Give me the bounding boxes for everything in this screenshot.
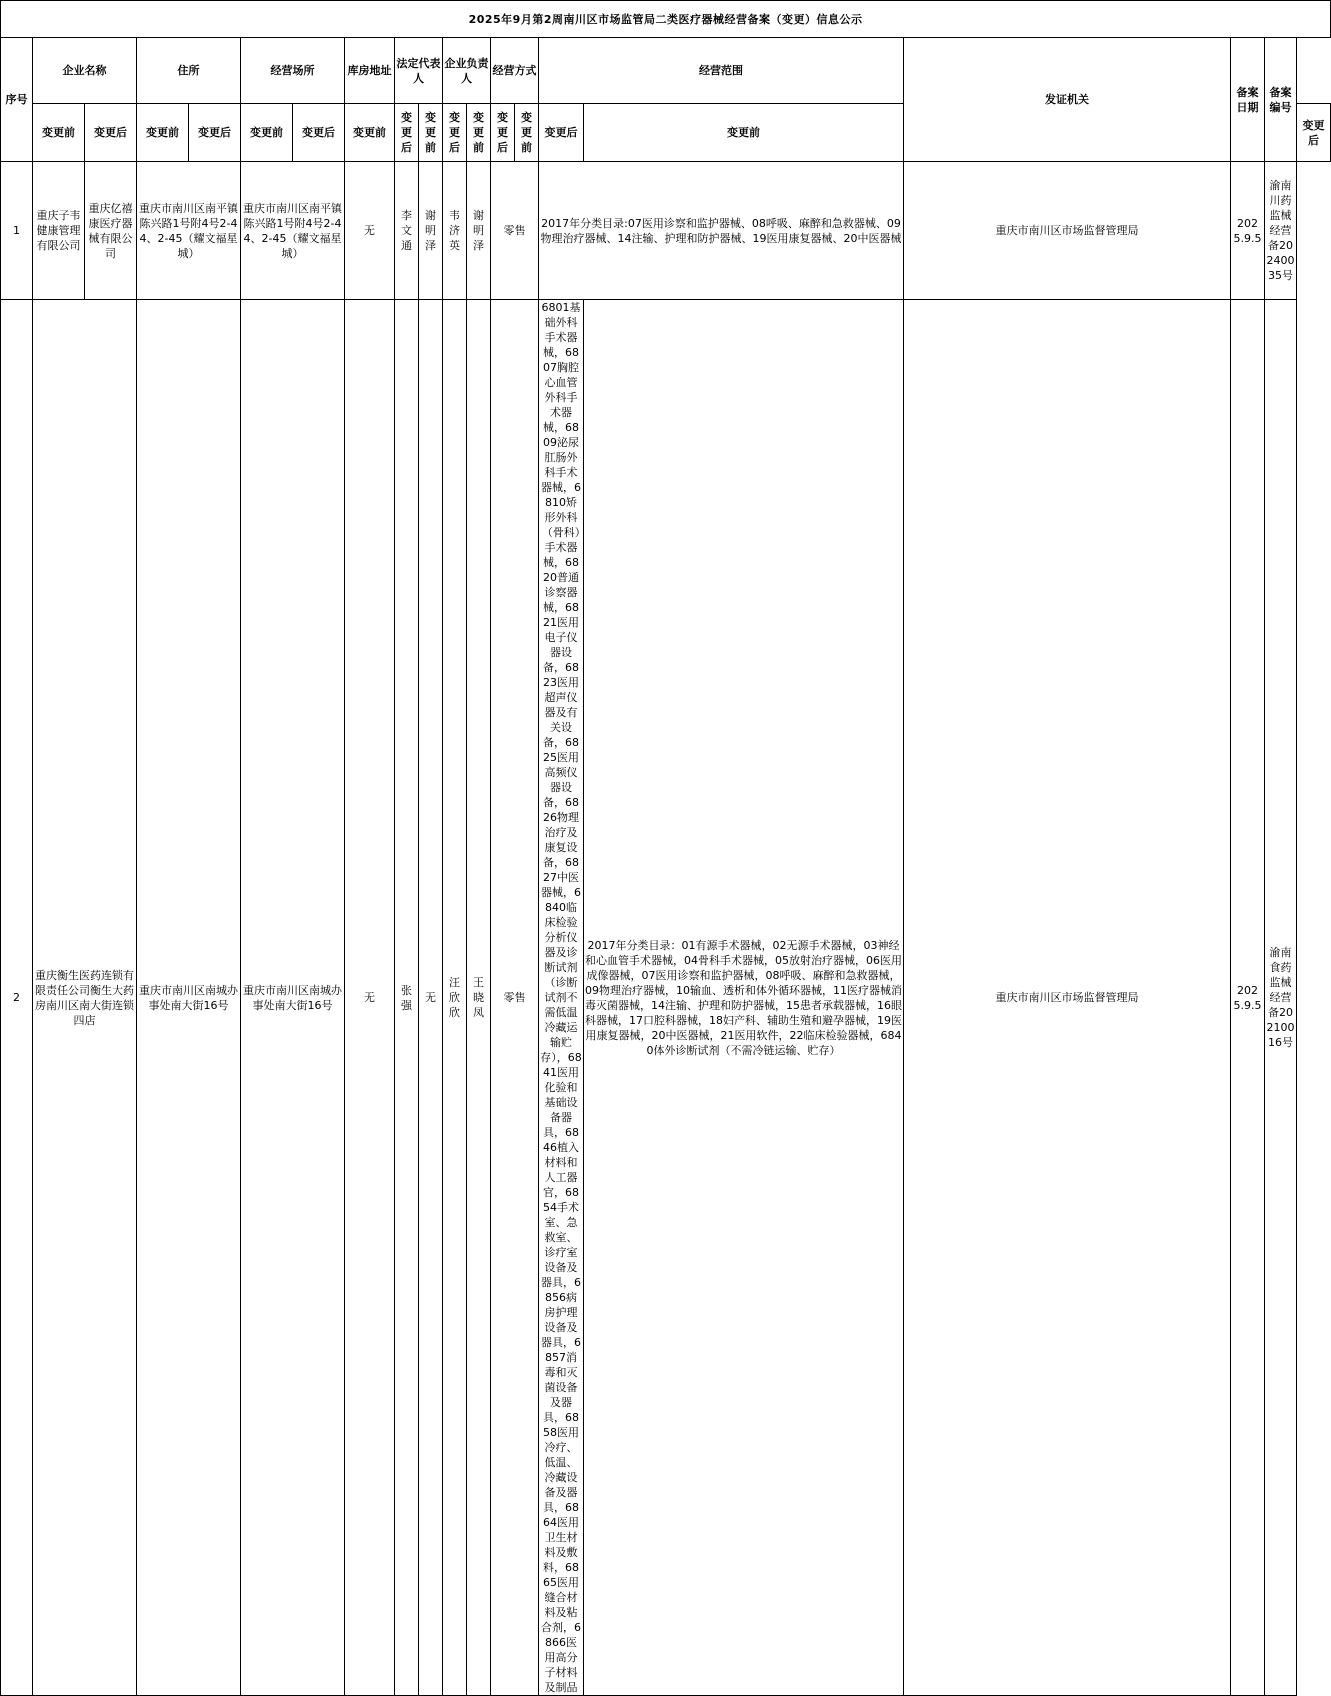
- header-principal-before: 变更前: [467, 104, 491, 162]
- header-premises-after: 变更后: [293, 104, 345, 162]
- header-warehouse-before: 变更前: [345, 104, 395, 162]
- header-mode: 经营方式: [491, 38, 539, 104]
- cell-legal-before: 张强: [395, 300, 419, 1696]
- header-scope: 经营范围: [539, 38, 904, 104]
- header-warehouse: 库房地址: [345, 38, 395, 104]
- header-legal-after: 变更后: [443, 104, 467, 162]
- header-mode-before: 变更前: [515, 104, 539, 162]
- table-row: [1, 300, 1331, 1696]
- header-mode-after: 变更后: [539, 104, 584, 162]
- cell-principal-before: 汪欣欣: [443, 300, 467, 1696]
- cell-principal-before: 韦济英: [443, 162, 467, 300]
- cell-address: 重庆市南川区南平镇陈兴路1号附4号2-44、2-45（耀文福星城）: [137, 162, 241, 300]
- header-warehouse-after: 变更后: [395, 104, 419, 162]
- cell-legal-before: 李文通: [395, 162, 419, 300]
- cell-issuer: 重庆市南川区市场监督管理局: [904, 300, 1231, 1696]
- cell-company: 重庆衡生医药连锁有限责任公司衡生大药房南川区南大街连锁四店: [33, 300, 137, 1696]
- cell-scope: 2017年分类目录:07医用诊察和监护器械、08呼吸、麻醉和急救器械、09物理治疗器械、14注输、护理和防护器械、19医用康复器械、20中医器械: [539, 162, 904, 300]
- cell-company-after: 重庆亿禧康医疗器械有限公司: [85, 162, 137, 300]
- header-premises-before: 变更前: [241, 104, 293, 162]
- header-number: 备案编号: [1265, 38, 1297, 162]
- header-scope-after: 变更后: [1297, 104, 1331, 162]
- page-title: 2025年9月第2周南川区市场监管局二类医疗器械经营备案（变更）信息公示: [1, 1, 1331, 38]
- header-issuer: 发证机关: [904, 38, 1231, 162]
- cell-scope-after: 2017年分类目录：01有源手术器械，02无源手术器械，03神经和心血管手术器械，04骨科手术器械，05放射治疗器械，06医用成像器械，07医用诊察和监护器械，08呼吸、麻醉和急救器械，09物理治疗器械，10输血、透析和体外循环器械，11医疗器械消毒灭菌器械，14注输、护理和防护器械，15患者承载器械，16眼科器械，17口腔科器械，18妇产科、辅助生殖和避孕器械，19医用康复器械，20中医器械，21医用软件，22临床检验器械，6840体外诊断试剂（不需冷链运输、贮存）: [584, 300, 904, 1696]
- header-company-before: 变更前: [33, 104, 85, 162]
- cell-number: 渝南川药监械经营备20240035号: [1265, 162, 1297, 300]
- header-date: 备案日期: [1231, 38, 1265, 162]
- cell-legal-after: 无: [419, 300, 443, 1696]
- table-row: [1, 162, 1331, 300]
- cell-seq: 1: [1, 162, 33, 300]
- header-row-1: [1, 38, 1331, 104]
- cell-principal-after: 谢明泽: [467, 162, 491, 300]
- header-address: 住所: [137, 38, 241, 104]
- header-company: 企业名称: [33, 38, 137, 104]
- cell-date: 2025.9.5: [1231, 300, 1265, 1696]
- cell-address: 重庆市南川区南城办事处南大街16号: [137, 300, 241, 1696]
- title-row: [1, 1, 1331, 38]
- cell-warehouse: 无: [345, 162, 395, 300]
- cell-company-before: 重庆子韦健康管理有限公司: [33, 162, 85, 300]
- cell-principal-after: 王晓凤: [467, 300, 491, 1696]
- cell-premises: 重庆市南川区南平镇陈兴路1号附4号2-44、2-45（耀文福星城）: [241, 162, 345, 300]
- header-principal: 企业负责人: [443, 38, 491, 104]
- header-address-after: 变更后: [189, 104, 241, 162]
- cell-mode: 零售: [491, 162, 539, 300]
- cell-mode: 零售: [491, 300, 539, 1696]
- cell-warehouse: 无: [345, 300, 395, 1696]
- header-legal-rep: 法定代表人: [395, 38, 443, 104]
- cell-number: 渝南食药监械经营备20210016号: [1265, 300, 1297, 1696]
- cell-premises: 重庆市南川区南城办事处南大街16号: [241, 300, 345, 1696]
- cell-seq: 2: [1, 300, 33, 1696]
- cell-date: 2025.9.5: [1231, 162, 1265, 300]
- header-principal-after: 变更后: [491, 104, 515, 162]
- header-scope-before: 变更前: [584, 104, 904, 162]
- header-premises: 经营场所: [241, 38, 345, 104]
- cell-legal-after: 谢明泽: [419, 162, 443, 300]
- header-seq: 序号: [1, 38, 33, 162]
- cell-scope-before: 6801基础外科手术器械，6807胸腔心血管外科手术器械，6809泌尿肛肠外科手术器械，6810矫形外科（骨科）手术器械，6820普通诊察器械，6821医用电子仪器设备，6823医用超声仪器及有关设备，6825医用高频仪器设备，6826物理治疗及康复设备，6827中医器械，6840临床检验分析仪器及诊断试剂（诊断试剂不需低温冷藏运输贮存），6841医用化验和基础设备器具，6846植入材料和人工器官，6854手术室、急救室、诊疗室设备及器具，6856病房护理设备及器具，6857消毒和灭菌设备及器具，6858医用冷疗、低温、冷藏设备及器具，6864医用卫生材料及敷料，6865医用缝合材料及粘合剂，6866医用高分子材料及制品: [540, 301, 582, 1694]
- header-address-before: 变更前: [137, 104, 189, 162]
- header-company-after: 变更后: [85, 104, 137, 162]
- header-legal-before: 变更前: [419, 104, 443, 162]
- cell-issuer: 重庆市南川区市场监督管理局: [904, 162, 1231, 300]
